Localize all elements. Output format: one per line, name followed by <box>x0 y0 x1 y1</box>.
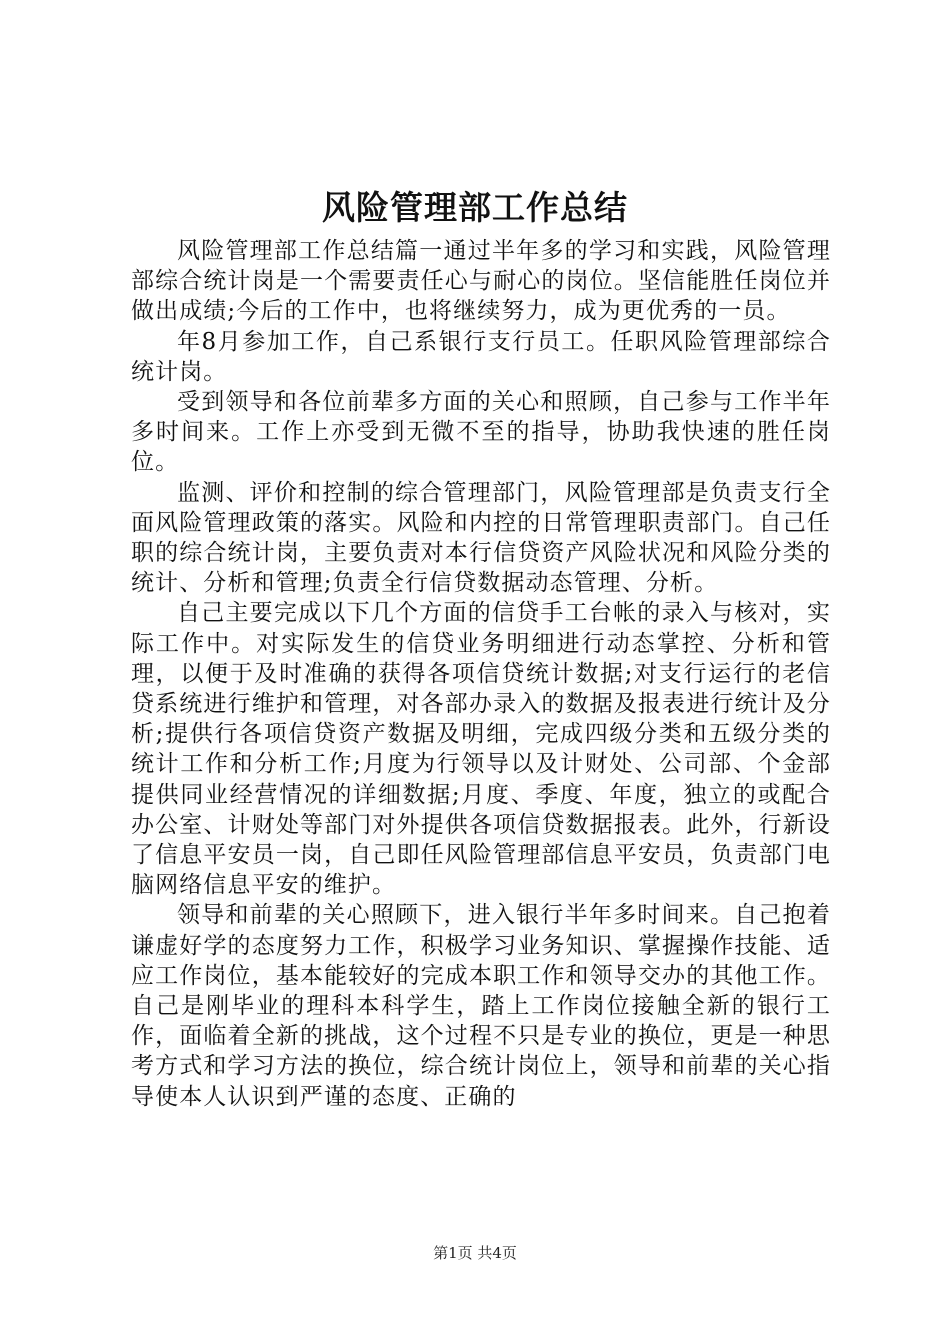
document-body <box>131 236 831 1112</box>
document-title: 风险管理部工作总结 <box>322 188 628 227</box>
paragraph-5: 自己主要完成以下几个方面的信贷手工台帐的录入与核对，实际工作中。对实际发生的信贷业务明细进行动态掌控、分析和管理，以便于及时准确的获得各项信贷统计数据;对支行运行的老信贷系统进行维护和管理，对各部办录入的数据及报表进行统计及分析;提供行各项信贷资产数据及明细，完成四级分类和五级分类的统计工作和分析工作;月度为行领导以及计财处、公司部、个金部提供同业经营情况的详细数据;月度、季度、年度，独立的或配合办公室、计财处等部门对外提供各项信贷数据报表。此外，行新设了信息平安员一岗，自己即任风险管理部信息平安员，负责部门电脑网络信息平安的维护。 <box>131 600 831 899</box>
paragraph-1: 风险管理部工作总结篇一通过半年多的学习和实践，风险管理部综合统计岗是一个需要责任心与耐心的岗位。坚信能胜任岗位并做出成绩;今后的工作中，也将继续努力，成为更优秀的一员。 <box>131 238 831 325</box>
paragraph-6: 领导和前辈的关心照顾下，进入银行半年多时间来。自己抱着谦虚好学的态度努力工作，积极学习业务知识、掌握操作技能、适应工作岗位，基本能较好的完成本职工作和领导交办的其他工作。自己是刚毕业的理科本科学生，踏上工作岗位接触全新的银行工作，面临着全新的挑战，这个过程不只是专业的换位，更是一种思考方式和学习方法的换位，综合统计岗位上，领导和前辈的关心指导使本人认识到严谨的态度、正确的 <box>131 902 831 1110</box>
paragraph-2: 年8月参加工作，自己系银行支行员工。任职风险管理部综合统计岗。 <box>131 328 831 385</box>
page-number-footer: 第1页 共4页 <box>433 1244 517 1262</box>
paragraph-3: 受到领导和各位前辈多方面的关心和照顾，自己参与工作半年多时间来。工作上亦受到无微不至的指导，协助我快速的胜任岗位。 <box>131 389 831 476</box>
paragraph-4: 监测、评价和控制的综合管理部门，风险管理部是负责支行全面风险管理政策的落实。风险和内控的日常管理职责部门。自己任职的综合统计岗，主要负责对本行信贷资产风险状况和风险分类的统计、分析和管理;负责全行信贷数据动态管理、分析。 <box>131 479 831 597</box>
